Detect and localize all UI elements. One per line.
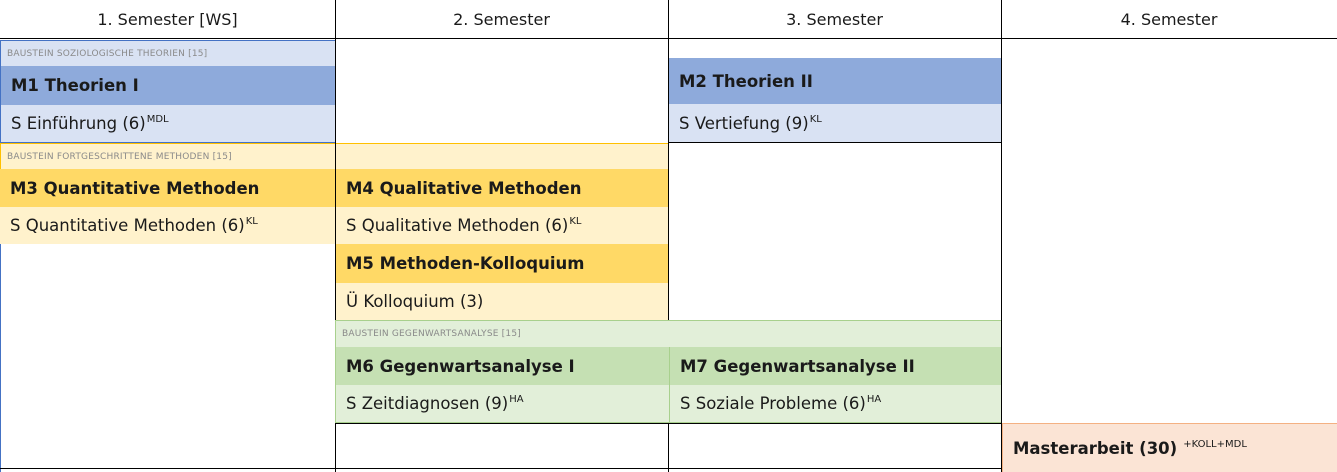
- module-m7-title: M7 Gegenwartsanalyse II: [669, 347, 1002, 385]
- column-divider-3: [1001, 0, 1002, 423]
- module-m4-title: M4 Qualitative Methoden: [336, 169, 669, 207]
- semester-header-2: 2. Semester: [335, 0, 668, 39]
- masterarbeit-exam: +KOLL+MDL: [1183, 438, 1247, 450]
- semester-header-3: 3. Semester: [668, 0, 1001, 39]
- module-m3-course: [0, 207, 336, 244]
- module-m4-course-label: S Qualitative Methoden (6): [346, 216, 569, 235]
- row-divider-lower: [335, 423, 1002, 424]
- column-divider-1-lower: [335, 423, 336, 472]
- semester-header-1: 1. Semester [WS]: [0, 0, 335, 39]
- bottom-border: [0, 468, 1002, 469]
- masterarbeit-label: Masterarbeit (30): [1013, 438, 1178, 458]
- module-m1-course-label: S Einführung (6): [11, 114, 146, 133]
- column-divider-2-mid: [668, 143, 669, 320]
- module-m6-course-label: S Zeitdiagnosen (9): [346, 394, 509, 413]
- module-m5-course: Ü Kolloquium (3): [336, 283, 669, 320]
- baustein-fortgeschrittene-methoden: BAUSTEIN FORTGESCHRITTENE METHODEN [15]: [0, 143, 669, 169]
- left-border-lower: [0, 244, 1, 472]
- module-m6-title: M6 Gegenwartsanalyse I: [335, 347, 669, 385]
- semester-header-4: 4. Semester: [1001, 0, 1337, 39]
- module-m7-course-label: S Soziale Probleme (6): [680, 394, 866, 413]
- baustein-gegenwartsanalyse: BAUSTEIN GEGENWARTSANALYSE [15]: [335, 320, 1002, 347]
- module-m3-title: M3 Quantitative Methoden: [0, 169, 336, 207]
- module-m1-exam: MDL: [146, 114, 169, 125]
- module-m2-exam: KL: [809, 113, 822, 125]
- column-divider-3-lower: [1001, 423, 1002, 472]
- module-m3-exam: KL: [245, 216, 258, 227]
- module-m4-exam: KL: [569, 216, 582, 227]
- baustein-soziologische-theorien: BAUSTEIN SOZIOLOGISCHE THEORIEN [15]: [0, 40, 336, 66]
- module-m2-course: [668, 104, 1001, 143]
- module-m5-title: M5 Methoden-Kolloquium: [336, 244, 669, 283]
- module-m2-title: M2 Theorien II: [668, 58, 1001, 104]
- module-m2-course-label: S Vertiefung (9): [679, 113, 809, 133]
- module-m3-course-label: S Quantitative Methoden (6): [10, 216, 245, 235]
- module-m7-course: [669, 385, 1002, 423]
- masterarbeit: [1002, 423, 1337, 472]
- module-m1-title: M1 Theorien I: [0, 66, 336, 105]
- column-divider-2-lower: [668, 423, 669, 472]
- module-m7-exam: HA: [866, 394, 882, 405]
- module-m4-course: [336, 207, 669, 244]
- column-divider-2: [668, 0, 669, 58]
- module-m1-course: [0, 105, 336, 143]
- module-m6-course: [335, 385, 669, 423]
- column-divider-1: [335, 0, 336, 320]
- module-m6-exam: HA: [509, 394, 524, 405]
